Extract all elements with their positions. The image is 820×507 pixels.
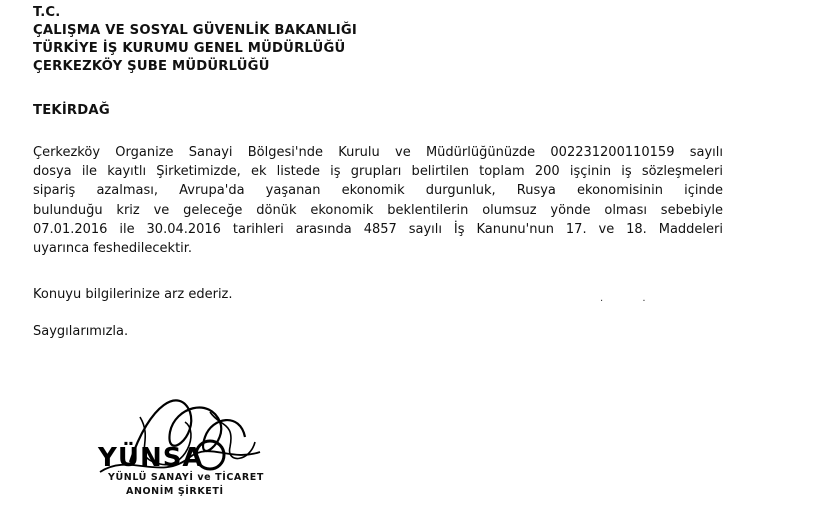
- header-line-agency: TÜRKİYE İŞ KURUMU GENEL MÜDÜRLÜĞÜ: [33, 41, 346, 56]
- scan-specks: · ·: [600, 296, 664, 307]
- body-line: dosya ile kayıtlı Şirketimizde, ek listede iş grupları belirtilen toplam 200 işçinin iş sözleşmeleri: [33, 164, 723, 180]
- body-line: 07.01.2016 ile 30.04.2016 tarihleri arasında 4857 sayılı İş Kanunu'nun 17. ve 18. Maddeleri: [33, 221, 723, 237]
- letter-body: [33, 143, 723, 258]
- letter-header: [33, 4, 357, 76]
- regards-text: Saygılarımızla.: [33, 324, 129, 339]
- header-line-branch: ÇERKEZKÖY ŞUBE MÜDÜRLÜĞÜ: [33, 59, 270, 74]
- header-line-ministry: ÇALIŞMA VE SOSYAL GÜVENLİK BAKANLIĞI: [33, 23, 357, 38]
- body-line: bulunduğu kriz ve geleceğe dönük ekonomik beklentilerin olumsuz yönde olması sebebiyle: [33, 202, 723, 218]
- body-line: Çerkezköy Organize Sanayi Bölgesi'nde Kurulu ve Müdürlüğünüzde 002231200110159 sayılı: [33, 145, 723, 160]
- header-line-tc: T.C.: [33, 5, 61, 20]
- logo-text: YÜNSA: [98, 443, 204, 473]
- stamp-company-type: ANONİM ŞİRKETİ: [126, 486, 224, 497]
- closing-text: Konuyu bilgilerinize arz ederiz.: [33, 287, 233, 302]
- recipient-city: TEKİRDAĞ: [33, 103, 110, 118]
- body-line: uyarınca feshedilecektir.: [33, 241, 193, 257]
- body-line: sipariş azalması, Avrupa'da yaşanan ekonomik durgunluk, Rusya ekonomisinin içinde: [33, 183, 723, 199]
- company-stamp-signature: [70, 392, 270, 507]
- stamp-company-line: YÜNLÜ SANAYİ ve TİCARET: [108, 472, 264, 483]
